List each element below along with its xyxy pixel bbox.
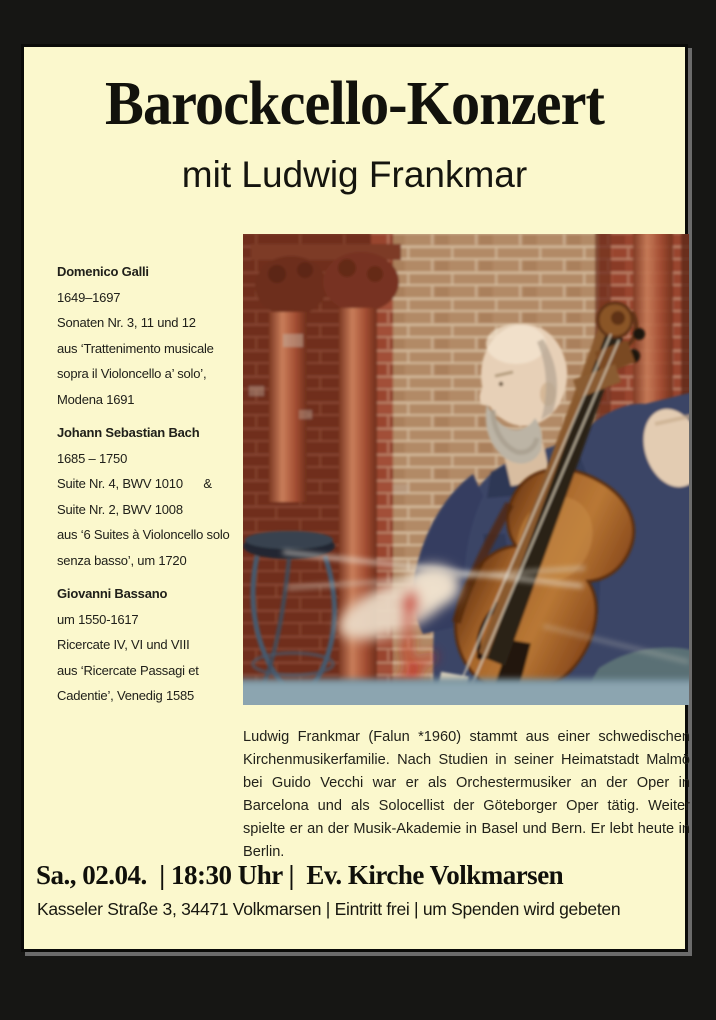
program-line: Ricercate IV, VI und VIII <box>57 637 190 652</box>
program-line: Cadentie’, Venedig 1585 <box>57 688 195 703</box>
composer-name: Domenico Galli <box>57 264 149 279</box>
program-block-bach <box>57 420 253 573</box>
program-line: sopra il Violoncello a’ solo’, <box>57 366 207 381</box>
concert-photo-illustration <box>243 234 689 705</box>
program-line: um 1550-1617 <box>57 611 139 627</box>
program-line: Modena 1691 <box>57 391 135 407</box>
cellist-photo <box>243 234 689 705</box>
poster-subtitle: mit Ludwig Frankmar <box>181 154 528 195</box>
program-line: Suite Nr. 2, BWV 1008 <box>57 501 183 517</box>
program-line: 1649–1697 <box>57 289 121 305</box>
program-line: senza basso’, um 1720 <box>57 552 187 568</box>
program-line: aus ‘Ricercate Passagi et <box>57 662 199 678</box>
event-details-line: Sa., 02.04. | 18:30 Uhr | Ev. Kirche Volkmarsen <box>36 860 564 890</box>
program-line: 1685 – 1750 <box>57 450 128 466</box>
program-list <box>57 259 253 717</box>
address-line: Kasseler Straße 3, 34471 Volkmarsen | Eintritt frei | um Spenden wird gebeten <box>37 899 621 919</box>
program-line: Sonaten Nr. 3, 11 und 12 <box>57 315 196 330</box>
program-block-bassano <box>57 581 253 709</box>
bio-paragraph: Ludwig Frankmar (Falun *1960) stammt aus einer schwedischen Kirchenmusikerfamilie. Nach Studien in seiner Heimatstadt Malmö bei Guido Vecchi war er als Orchestermusiker an der Oper in Barcelona und als Solocellist der Göteborger Oper tätig. Weiter spielte er an der Musik-Akademie in Basel und Bern. Er lebt heute in Berlin. <box>243 729 690 860</box>
program-line: Suite Nr. 4, BWV 1010 & <box>57 476 212 491</box>
composer-name: Johann Sebastian Bach <box>57 425 200 440</box>
program-line: aus ‘6 Suites à Violoncello solo <box>57 527 230 542</box>
program-block-galli <box>57 259 253 412</box>
poster-title: Barockcello-Konzert <box>105 70 604 138</box>
concert-poster <box>21 44 688 952</box>
composer-name: Giovanni Bassano <box>57 586 168 601</box>
program-line: aus ‘Trattenimento musicale <box>57 340 214 356</box>
